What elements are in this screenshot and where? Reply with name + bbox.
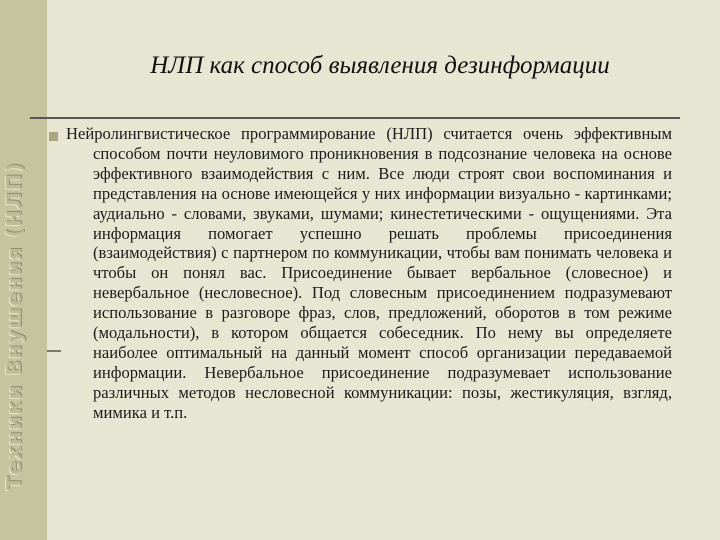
sidebar-divider: [47, 350, 61, 352]
title-divider: [30, 117, 680, 119]
slide-body-paragraph: Нейролингвистическое программирование (НЛП) считается очень эффективным способом почти неуловимого проникновения в подсознание человека на основе эффективного взаимодействия с ним. Все люди строят свои воспоминания и представления на основе имеющейся у них информации визуально - картинками; аудиально - словами, звуками, шумами; кинестетическими - ощущениями. Эта информация помогает успешно решать проблемы присоединения (взаимодействия) с партнером по коммуникации, чтобы вам понимать человека и чтобы он понял вас. Присоединение бывает вербальное (словесное) и невербальное (несловесное). Под словесным присоединением подразумевают использование в разговоре фраз, слов, предложений, оборотов в том режиме (модальности), в котором общается собеседник. По нему вы определяете наиболее оптимальный на данный момент способ организации передаваемой информации. Невербальное присоединение подразумевает использование различных методов несловесной коммуникации: позы, жестикуляция, взгляд, мимика и т.п.: [66, 124, 672, 422]
sidebar-band: [0, 0, 47, 540]
sidebar-vertical-title: Техники Внушения (НЛП): [2, 161, 26, 490]
slide-title: НЛП как способ выявления дезинформации: [150, 52, 610, 79]
bullet-square-icon: [49, 132, 58, 141]
